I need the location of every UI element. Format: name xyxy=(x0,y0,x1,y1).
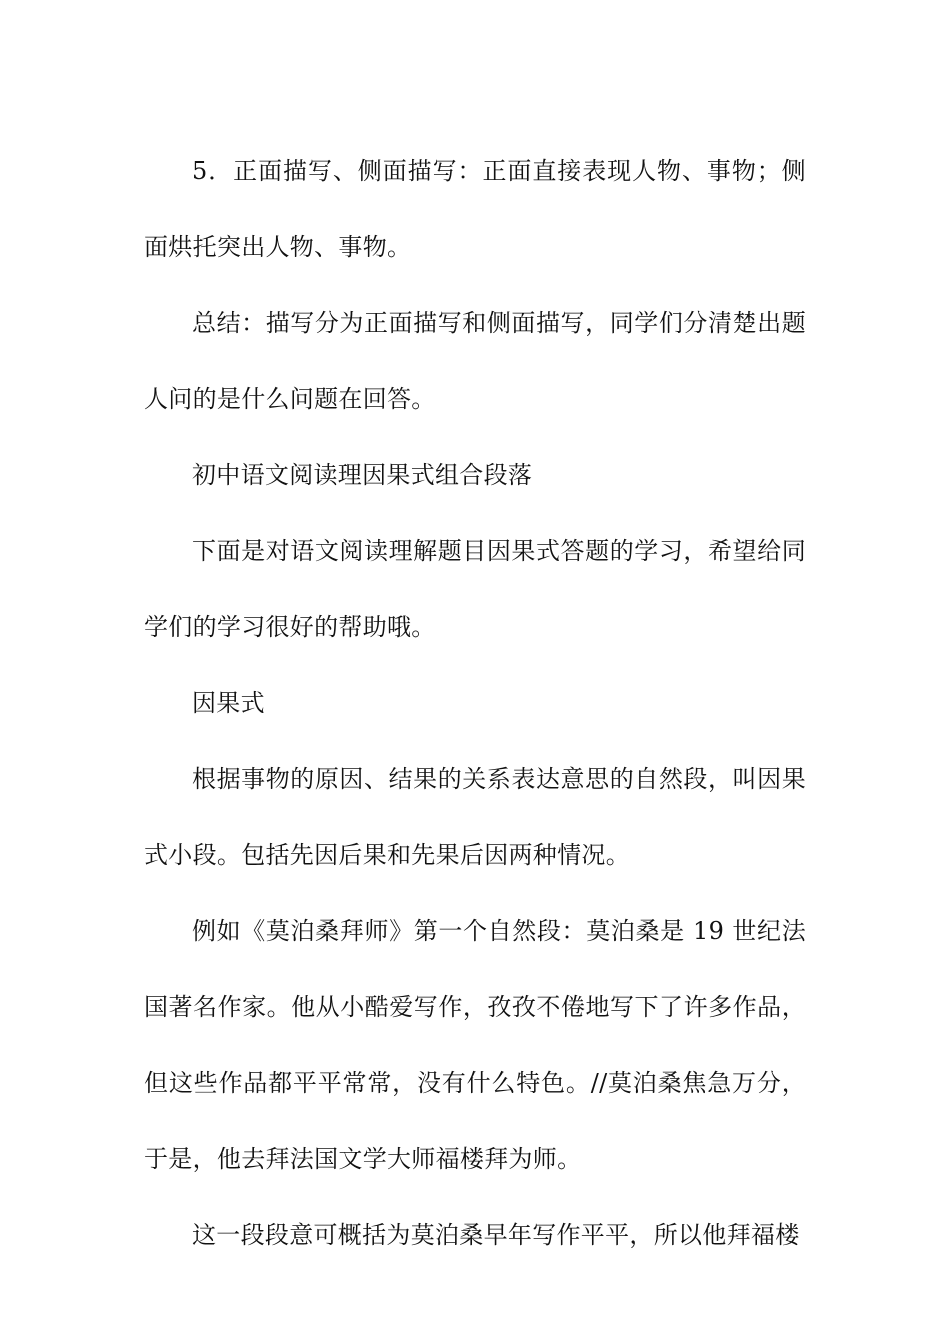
paragraph-intro: 下面是对语文阅读理解题目因果式答题的学习，希望给同学们的学习很好的帮助哦。 xyxy=(144,537,806,641)
section-heading: 初中语文阅读理因果式组合段落 xyxy=(192,461,533,489)
paragraph-example: 例如《莫泊桑拜师》第一个自然段：莫泊桑是 19 世纪法国著名作家。他从小酷爱写作，孜孜不倦地写下了许多作品，但这些作品都平平常常，没有什么特色。//莫泊桑焦急万分，于是，他去拜法国文学大师福楼拜为师。 xyxy=(144,917,806,1173)
paragraph-analysis: 这一段段意可概括为莫泊桑早年写作平平，所以他拜福楼 xyxy=(192,1221,800,1249)
paragraph-definition: 根据事物的原因、结果的关系表达意思的自然段，叫因果式小段。包括先因后果和先果后因两种情况。 xyxy=(144,765,806,869)
subheading-cause-effect: 因果式 xyxy=(192,689,265,717)
paragraph-description-types: 5．正面描写、侧面描写：正面直接表现人物、事物；侧面烘托突出人物、事物。 xyxy=(144,157,806,261)
paragraph-summary: 总结：描写分为正面描写和侧面描写，同学们分清楚出题人问的是什么问题在回答。 xyxy=(144,309,806,413)
document-body xyxy=(144,133,806,1273)
